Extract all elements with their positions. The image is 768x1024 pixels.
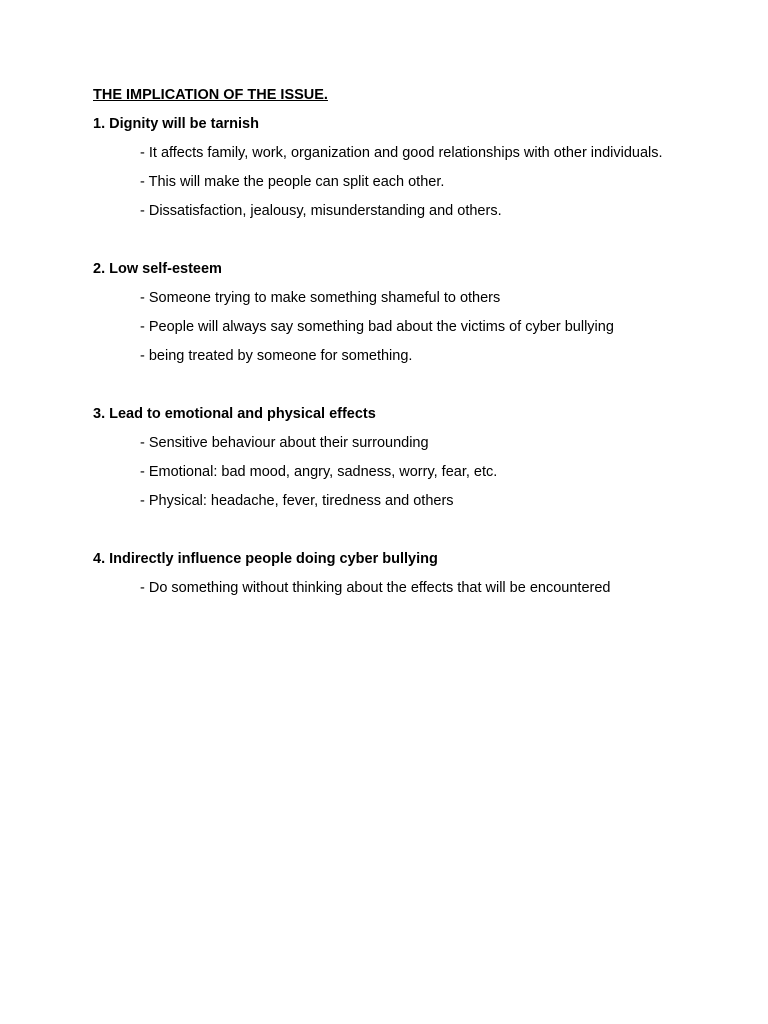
section-heading: 1. Dignity will be tarnish <box>93 116 259 132</box>
bullet-point: - Sensitive behaviour about their surrounding <box>140 435 429 451</box>
section-heading: 4. Indirectly influence people doing cyber bullying <box>93 551 438 567</box>
document-title: THE IMPLICATION OF THE ISSUE. <box>93 87 328 103</box>
bullet-point: - being treated by someone for something. <box>140 348 413 364</box>
section-heading: 2. Low self-esteem <box>93 261 222 277</box>
section-dignity <box>93 115 675 221</box>
section-emotional-physical <box>93 405 675 511</box>
bullet-point: - Emotional: bad mood, angry, sadness, worry, fear, etc. <box>140 464 498 480</box>
bullet-point: - Someone trying to make something shameful to others <box>140 290 501 306</box>
bullet-point: - This will make the people can split each other. <box>140 174 445 190</box>
section-heading: 3. Lead to emotional and physical effects <box>93 406 376 422</box>
section-self-esteem <box>93 260 675 366</box>
bullet-point: - Physical: headache, fever, tiredness and others <box>140 493 454 509</box>
bullet-point: - It affects family, work, organization and good relationships with other individuals. <box>140 145 663 161</box>
document-body <box>93 86 675 598</box>
bullet-point: - Do something without thinking about the effects that will be encountered <box>140 580 611 596</box>
bullet-point: - People will always say something bad about the victims of cyber bullying <box>140 319 614 335</box>
bullet-point: - Dissatisfaction, jealousy, misunderstanding and others. <box>140 203 502 219</box>
section-indirect-influence <box>93 550 675 598</box>
